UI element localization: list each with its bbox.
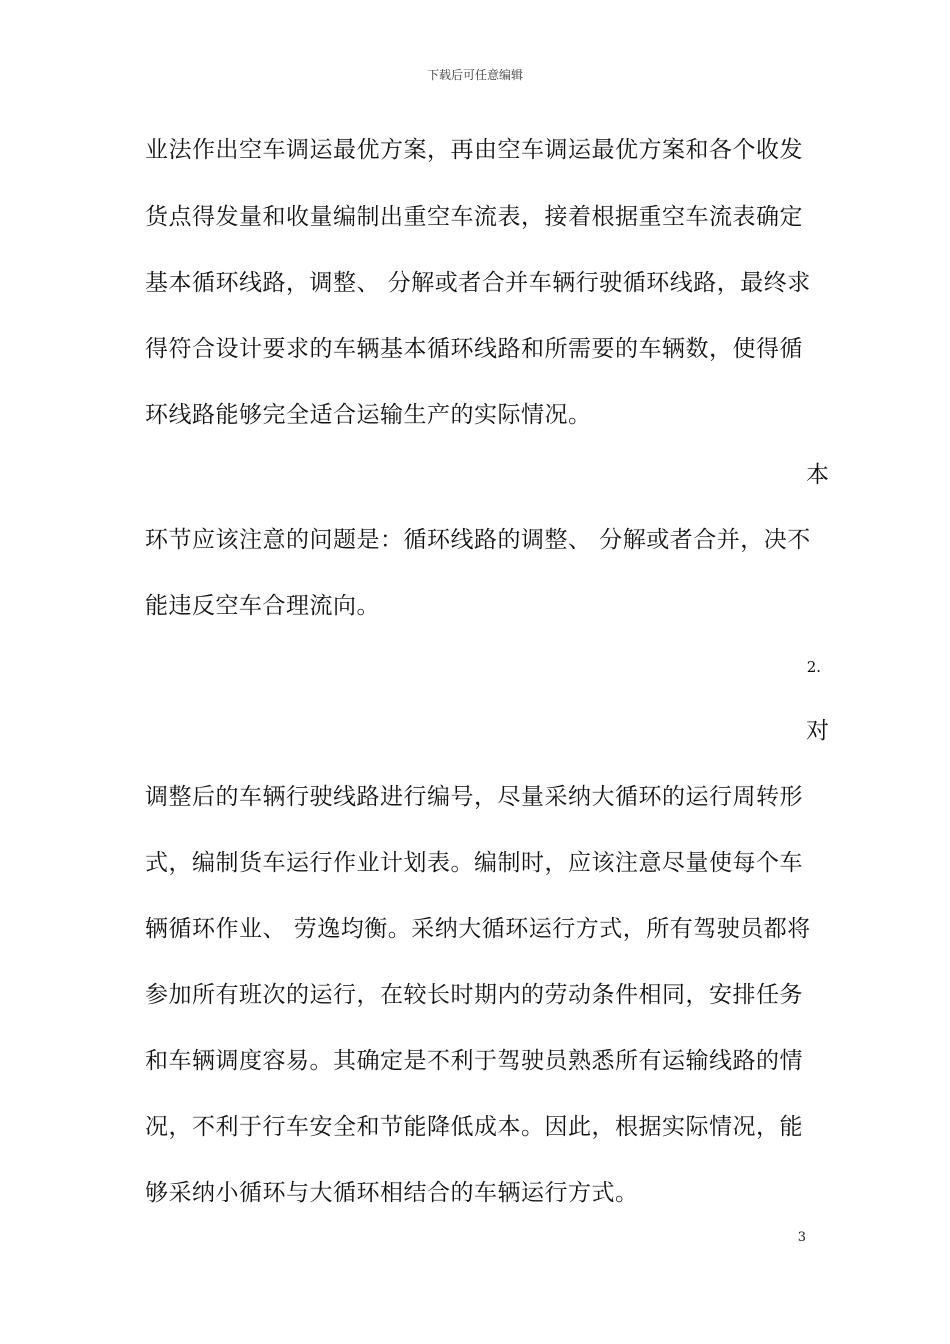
text-line: 调整后的车辆行驶线路进行编号，尽量采纳大循环的运行周转形 bbox=[145, 784, 803, 810]
text-line: 环节应该注意的问题是：循环线路的调整、 分解或者合并，决不 bbox=[145, 527, 811, 553]
text-line: 式，编制货车运行作业计划表。编制时，应该注意尽量使每个车 bbox=[145, 850, 803, 876]
page-number: 3 bbox=[797, 1230, 806, 1245]
list-number: 2. bbox=[806, 658, 821, 676]
text-line: 能违反空车合理流向。 bbox=[145, 593, 380, 619]
text-line: 辆循环作业、 劳逸均衡。采纳大循环运行方式，所有驾驶员都将 bbox=[145, 916, 811, 942]
text-line: 环线路能够完全适合运输生产的实际情况。 bbox=[145, 402, 592, 428]
text-line: 够采纳小循环与大循环相结合的车辆运行方式。 bbox=[145, 1180, 639, 1206]
page-header: 下载后可任意编辑 bbox=[426, 68, 523, 82]
paragraph-lead-char: 本 bbox=[806, 462, 829, 488]
text-line: 得符合设计要求的车辆基本循环线路和所需要的车辆数，使得循 bbox=[145, 336, 803, 362]
text-line: 货点得发量和收量编制出重空车流表，接着根据重空车流表确定 bbox=[145, 204, 803, 230]
text-line: 业法作出空车调运最优方案，再由空车调运最优方案和各个收发 bbox=[145, 137, 803, 163]
paragraph-lead-char: 对 bbox=[806, 718, 829, 744]
text-line: 参加所有班次的运行，在较长时期内的劳动条件相同，安排任务 bbox=[145, 982, 803, 1008]
text-line: 和车辆调度容易。其确定是不利于驾驶员熟悉所有运输线路的情 bbox=[145, 1048, 803, 1074]
text-line: 基本循环线路，调整、 分解或者合并车辆行驶循环线路，最终求 bbox=[145, 270, 811, 296]
text-line: 况，不利于行车安全和节能降低成本。因此，根据实际情况，能 bbox=[145, 1114, 803, 1140]
